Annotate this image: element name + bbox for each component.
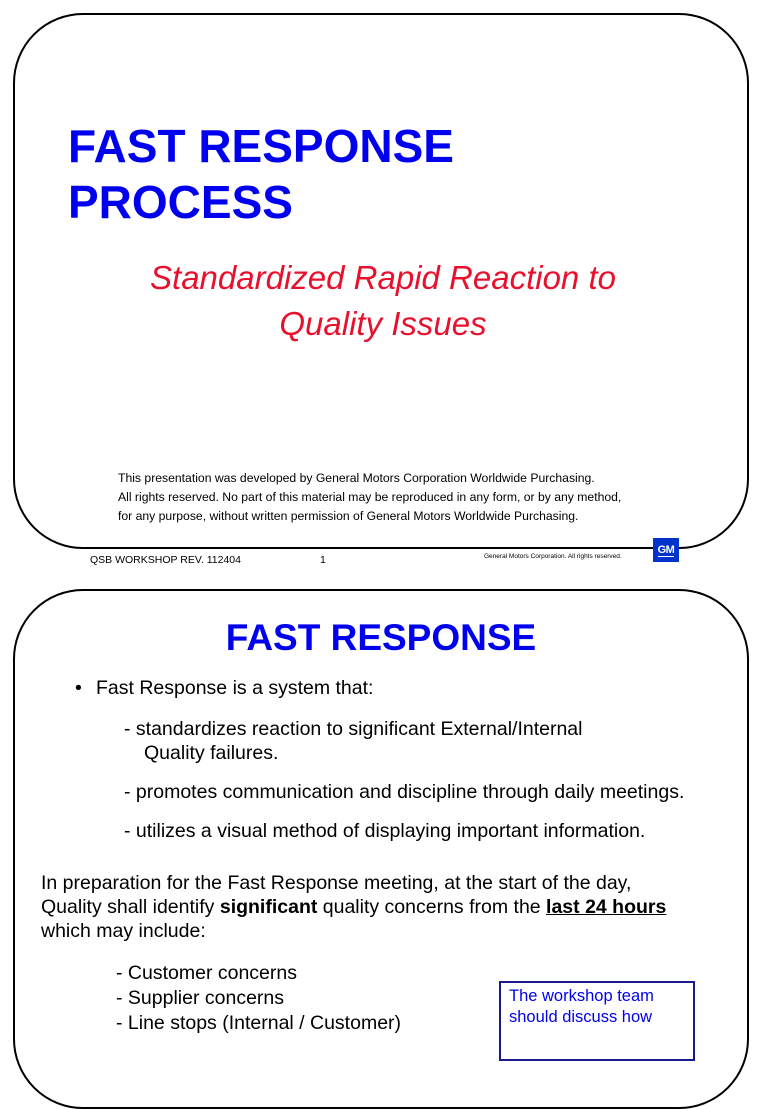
paragraph-line-1: In preparation for the Fast Response meeting, at the start of the day,: [41, 872, 632, 894]
copyright-line-1: This presentation was developed by General Motors Corporation Worldwide Purchasing.: [118, 471, 595, 485]
concern-item: - Supplier concerns: [116, 987, 284, 1009]
copyright-notice: [118, 469, 678, 526]
slide-title-line-2: PROCESS: [68, 176, 293, 228]
slide-title: [68, 118, 628, 230]
paragraph-line-2: Quality shall identify significant quality concerns from the last 24 hours: [41, 896, 667, 918]
slide-2-title: FAST RESPONSE: [225, 617, 537, 658]
gm-logo-icon: GM: [653, 538, 679, 562]
bullet-text: Fast Response is a system that:: [96, 677, 374, 699]
sub-bullet-3: - utilizes a visual method of displaying important information.: [124, 820, 646, 842]
concern-item: - Line stops (Internal / Customer): [116, 1012, 402, 1034]
slide-title-line-1: FAST RESPONSE: [68, 120, 454, 172]
paragraph-line-3: which may include:: [41, 920, 206, 942]
slide-subtitle-line-1: Standardized Rapid Reaction to: [150, 259, 616, 296]
copyright-line-3: for any purpose, without written permission of General Motors Worldwide Purchasing.: [118, 509, 579, 523]
concern-item: - Customer concerns: [116, 962, 297, 984]
sub-bullet-1: - standardizes reaction to significant External/Internal: [124, 718, 583, 740]
bullet-icon: •: [75, 677, 82, 699]
footer-rights: General Motors Corporation. All rights reserved.: [484, 553, 622, 560]
note-line-2: should discuss how: [509, 1008, 653, 1026]
sub-bullet-2: - promotes communication and discipline through daily meetings.: [124, 781, 685, 803]
slide-1-frame: [13, 13, 749, 549]
workshop-note-box: [499, 981, 695, 1061]
footer-workshop-rev: QSB WORKSHOP REV. 112404: [90, 554, 241, 566]
sub-bullet-1-continued: Quality failures.: [144, 742, 279, 764]
emphasis-last-24-hours: last 24 hours: [546, 896, 667, 918]
emphasis-significant: significant: [219, 896, 318, 918]
note-line-1: The workshop team: [509, 987, 654, 1005]
slide-2-frame: [13, 589, 749, 1109]
preparation-paragraph: [41, 871, 666, 943]
slide-subtitle: [55, 255, 711, 347]
footer-page-number: 1: [320, 554, 326, 566]
copyright-line-2: All rights reserved. No part of this material may be reproduced in any form, or by any method,: [118, 490, 622, 504]
slide-subtitle-line-2: Quality Issues: [279, 305, 487, 342]
